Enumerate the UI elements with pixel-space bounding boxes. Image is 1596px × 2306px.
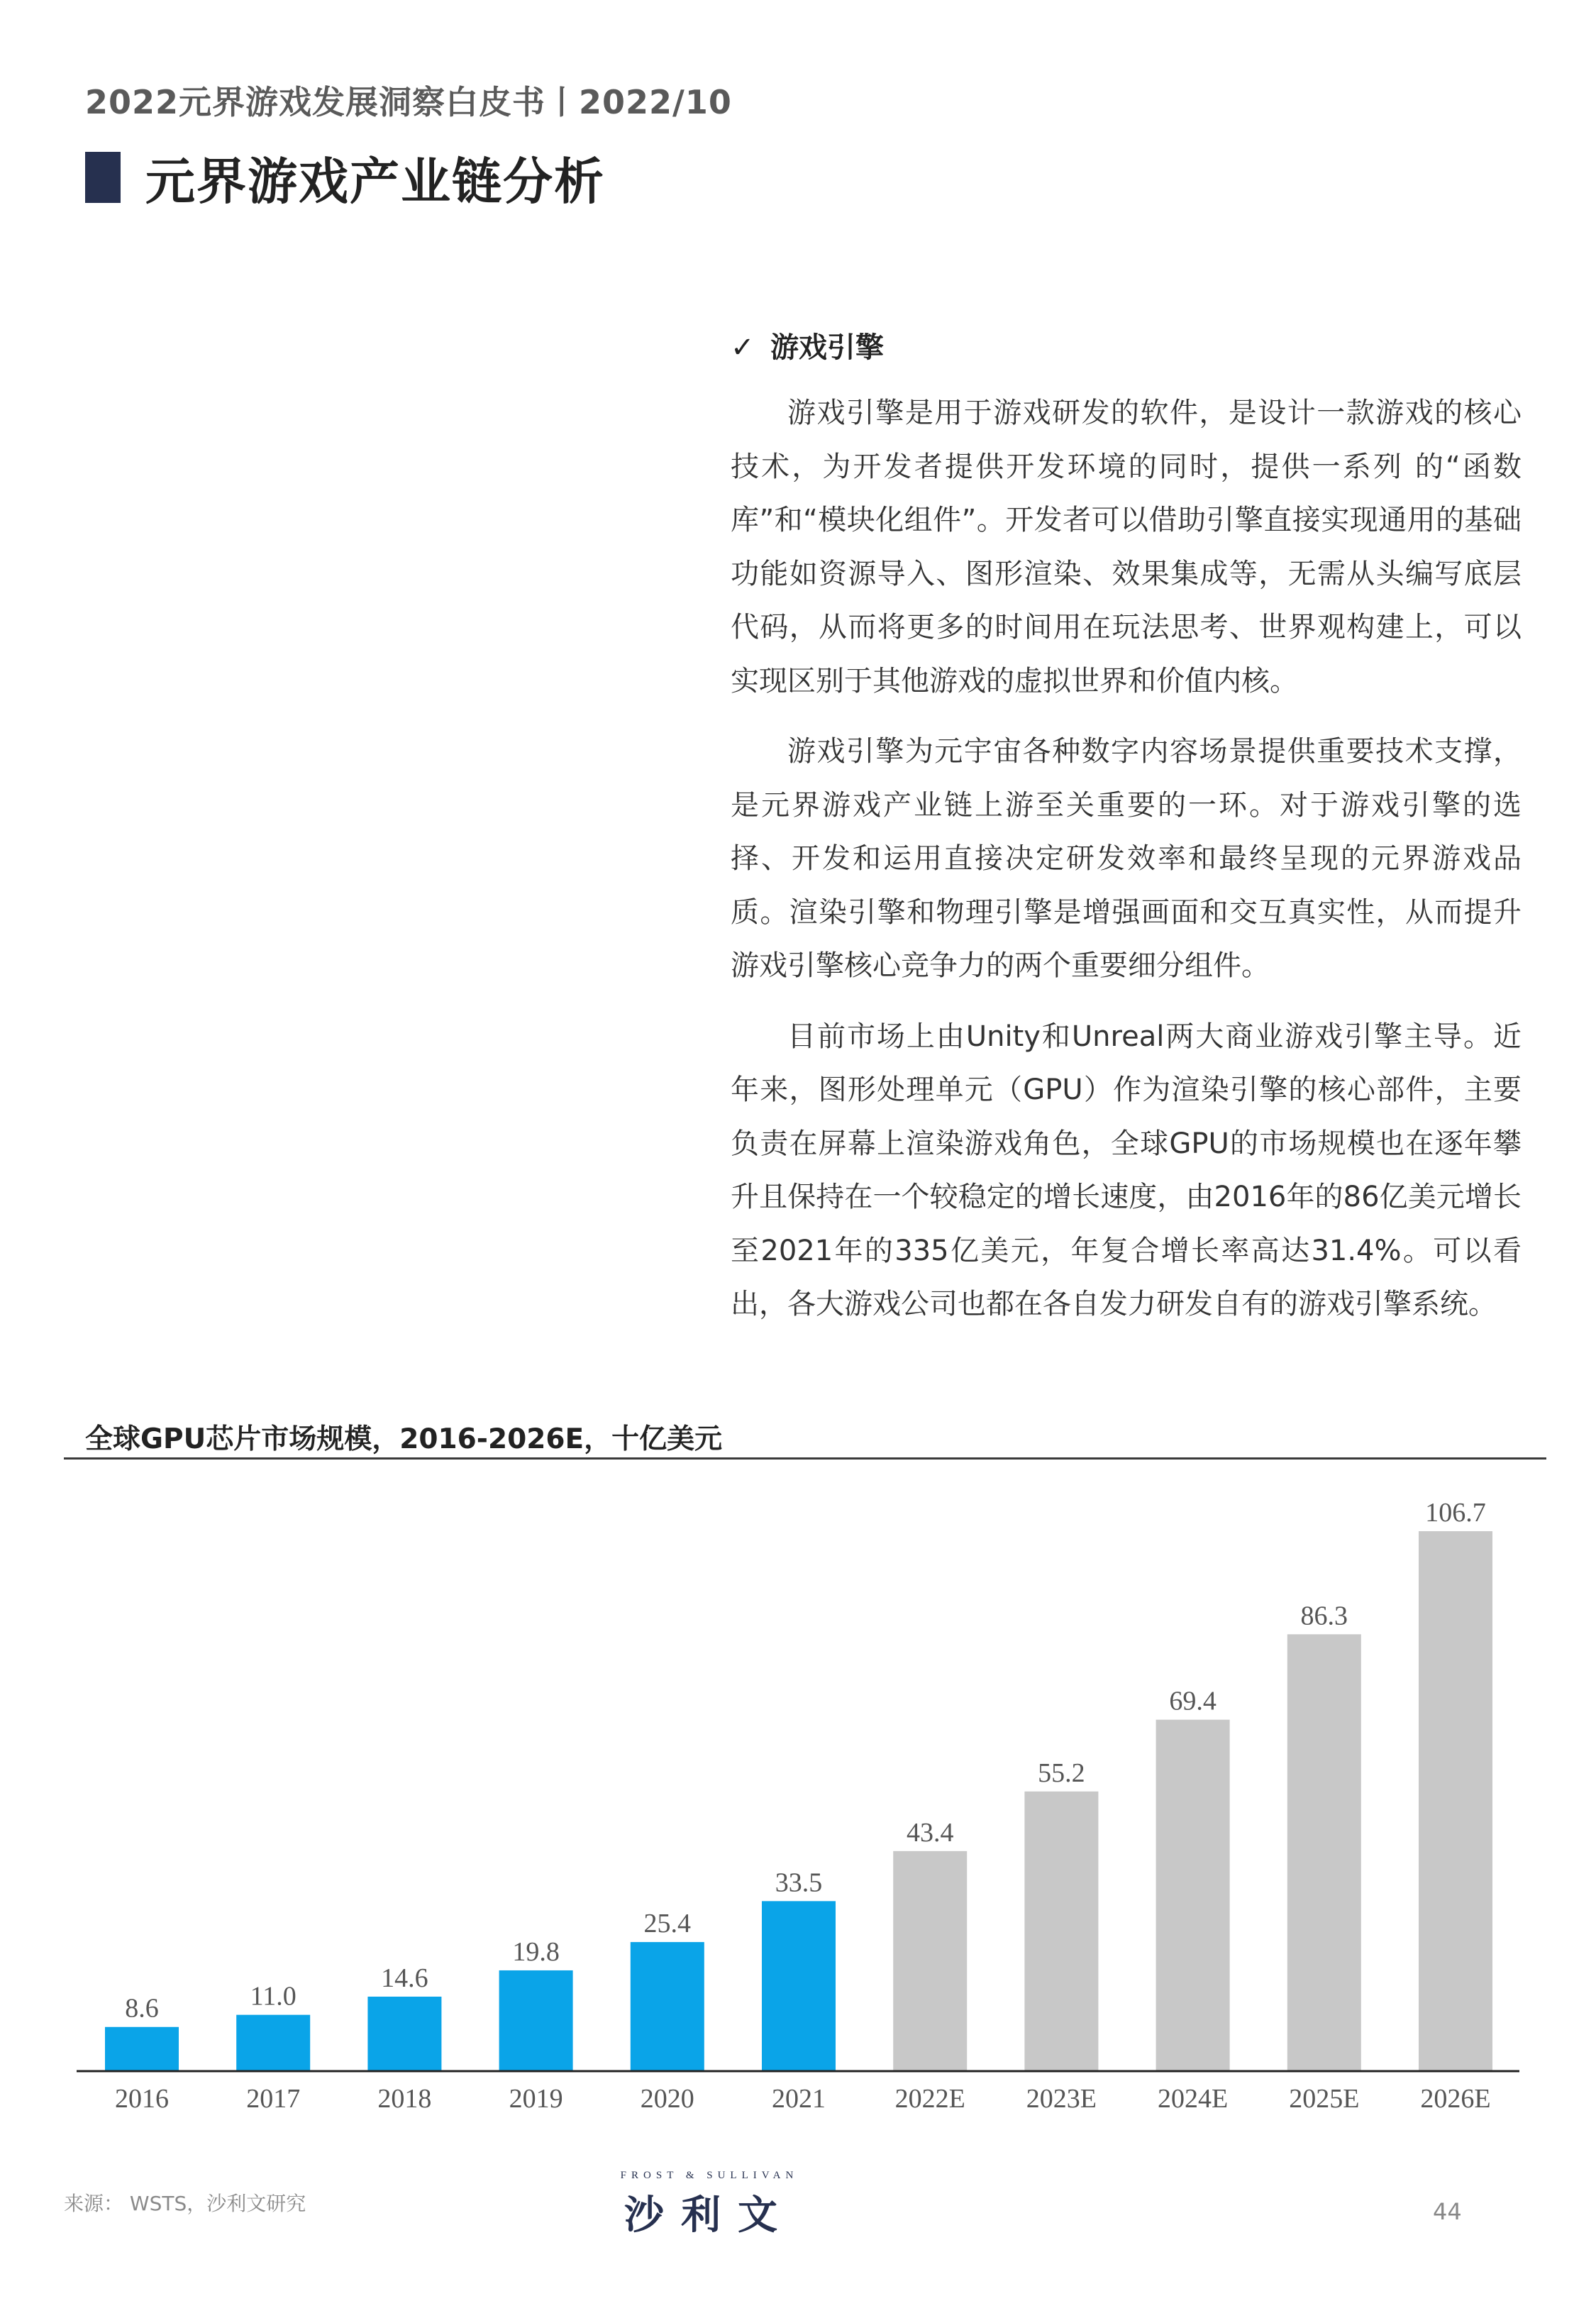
paragraph-3: 目前市场上由Unity和Unreal两大商业游戏引擎主导。近年来，图形处理单元（GPU）作为渲染引擎的核心部件，主要负责在屏幕上渲染游戏角色，全球GPU的市场规模也在逐年攀升且保持在一个较稳定的增长速度，由2016年的86亿美元增长至2021年的335亿美元，年复合增长率高达31.4%。可以看出，各大游戏公司也都在各自发力研发自有的游戏引擎系统。 bbox=[731, 1020, 1522, 1320]
bar-2021 bbox=[762, 1901, 836, 2070]
document-header: 2022元界游戏发展洞察白皮书丨2022/10 bbox=[85, 83, 732, 121]
logo-wordmark-en: FROST & SULLIVAN bbox=[620, 2170, 799, 2181]
section-heading bbox=[731, 325, 884, 365]
bar-2024E bbox=[1156, 1720, 1230, 2070]
x-tick-label: 2025E bbox=[1289, 2084, 1360, 2114]
bar-value-label: 11.0 bbox=[250, 1981, 297, 2012]
bar-value-label: 19.8 bbox=[512, 1936, 560, 1967]
x-tick-label: 2021 bbox=[772, 2084, 826, 2114]
source-note: 来源： WSTS，沙利文研究 bbox=[64, 2192, 306, 2215]
bar-value-label: 33.5 bbox=[775, 1868, 823, 1898]
bar-value-label: 69.4 bbox=[1169, 1686, 1217, 1716]
paragraph-2: 游戏引擎为元宇宙各种数字内容场景提供重要技术支撑，是元界游戏产业链上游至关重要的一环。对于游戏引擎的选择、开发和运用直接决定研发效率和最终呈现的元界游戏品质。渲染引擎和物理引擎是增强画面和交互真实性，从而提升游戏引擎核心竞争力的两个重要细分组件。 bbox=[731, 735, 1522, 982]
page-title: 元界游戏产业链分析 bbox=[145, 153, 605, 211]
bar-value-label: 25.4 bbox=[643, 1909, 692, 1939]
chart-title-rule bbox=[64, 1457, 1546, 1460]
x-tick-label: 2016 bbox=[115, 2084, 169, 2114]
bar-2018 bbox=[367, 1997, 441, 2070]
bar-value-label: 43.4 bbox=[906, 1817, 954, 1848]
logo-wordmark-cn: 沙利文 bbox=[624, 2192, 794, 2239]
paragraph-1: 游戏引擎是用于游戏研发的软件，是设计一款游戏的核心技术，为开发者提供开发环境的同时，提供一系列 的“函数库”和“模块化组件”。开发者可以借助引擎直接实现通用的基础功能如资源导入、图形渲染、效果集成等，无需从头编写底层代码，从而将更多的时间用在玩法思考、世界观构建上，可以实现区别于其他游戏的虚拟世界和价值内核。 bbox=[731, 397, 1522, 697]
section-heading-text: 游戏引擎 bbox=[770, 331, 884, 364]
check-icon: ✓ bbox=[731, 331, 755, 364]
x-tick-label: 2024E bbox=[1157, 2084, 1229, 2114]
x-tick-label: 2017 bbox=[246, 2084, 301, 2114]
bar-value-label: 8.6 bbox=[125, 1993, 159, 2024]
title-accent-bar bbox=[85, 152, 121, 203]
gpu-market-bar-chart bbox=[0, 1476, 1596, 2157]
bar-2020 bbox=[631, 1942, 704, 2070]
x-tick-label: 2026E bbox=[1420, 2084, 1491, 2114]
page-number: 44 bbox=[1433, 2198, 1462, 2225]
x-tick-label: 2023E bbox=[1026, 2084, 1097, 2114]
x-tick-label: 2020 bbox=[640, 2084, 694, 2114]
bar-2016 bbox=[105, 2027, 179, 2070]
body-text bbox=[731, 387, 1522, 1349]
x-tick-label: 2022E bbox=[894, 2084, 965, 2114]
chart-title: 全球GPU芯片市场规模，2016-2026E，十亿美元 bbox=[85, 1423, 723, 1455]
x-tick-label: 2018 bbox=[377, 2084, 432, 2114]
bar-2026E bbox=[1419, 1531, 1492, 2070]
bar-value-label: 106.7 bbox=[1425, 1498, 1486, 1528]
bar-value-label: 55.2 bbox=[1038, 1758, 1085, 1788]
bar-2022E bbox=[893, 1851, 967, 2070]
bar-2025E bbox=[1287, 1634, 1361, 2070]
bar-2023E bbox=[1024, 1792, 1098, 2070]
bar-2017 bbox=[236, 2015, 310, 2070]
bar-value-label: 14.6 bbox=[381, 1963, 428, 1994]
x-tick-label: 2019 bbox=[509, 2084, 563, 2114]
bar-value-label: 86.3 bbox=[1300, 1601, 1348, 1631]
bar-2019 bbox=[499, 1970, 573, 2070]
